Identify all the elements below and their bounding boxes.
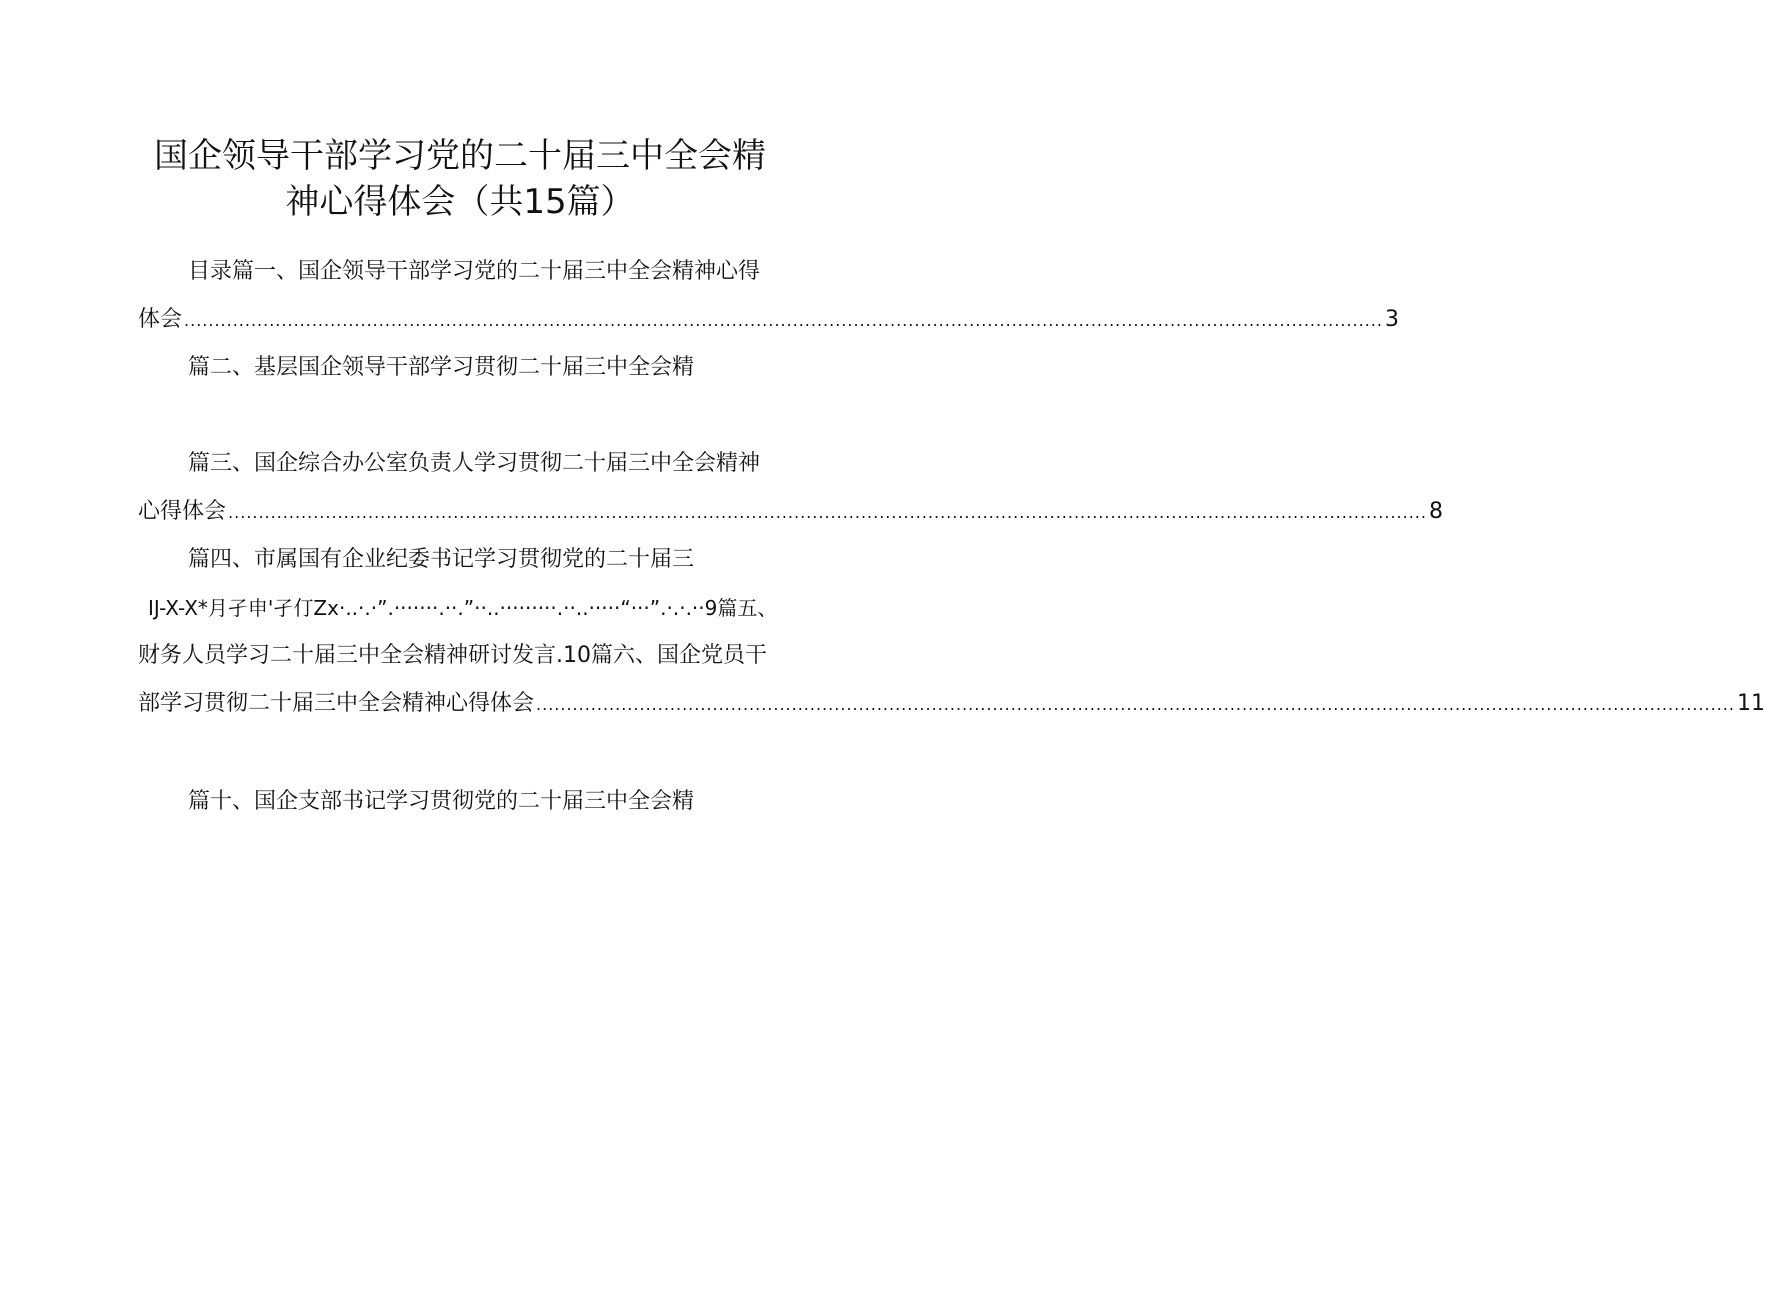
document-title-line-1: 国企领导干部学习党的二十届三中全会精 [154,136,766,176]
toc-entry-1-text: 体会 [138,307,183,332]
toc-entry-4-line-1[interactable]: 篇四、市属国有企业纪委书记学习贯彻党的二十届三 [188,547,695,572]
toc-entry-1-page: 3 [1384,307,1399,332]
toc-entry-6-line-2[interactable] [138,688,1765,721]
toc-entry-10-line-1[interactable]: 篇十、国企支部书记学习贯彻党的二十届三中全会精 [188,789,695,814]
toc-entry-1-line-2[interactable] [138,304,1399,337]
toc-entry-2-line-1[interactable]: 篇二、基层国企领导干部学习贯彻二十届三中全会精 [188,355,695,380]
document-title-line-2: 神心得体会（共15篇） [285,182,635,222]
toc-entry-3-page: 8 [1428,499,1443,524]
toc-entry-1-line-1: 目录篇一、国企领导干部学习党的二十届三中全会精神心得 [188,259,761,284]
toc-entry-3-line-1: 篇三、国企综合办公室负责人学习贯彻二十届三中全会精神 [188,451,761,476]
toc-entry-6-page: 11 [1736,691,1765,716]
toc-leader-dots: ..................................................................................................................................................................................................... [184,311,1383,330]
toc-leader-dots: ..................................................................................................................................................................................................... [228,503,1427,522]
toc-entry-6-text: 部学习贯彻二十届三中全会精神心得体会 [138,691,535,716]
toc-leader-dots: ..................................................................................................................................................................................................... [536,695,1735,714]
toc-entry-5-line-2[interactable]: 财务人员学习二十届三中全会精神研讨发言.10篇六、国企党员干 [138,643,767,668]
toc-garbled-line: IJ-X-X*月孑申'孑仃Zx·..·.·”.·······.··.”··..·········.··..·····“···”.·.·.··9篇五、 [148,596,778,620]
toc-entry-3-text: 心得体会 [138,499,227,524]
toc-entry-3-line-2[interactable] [138,496,1443,529]
